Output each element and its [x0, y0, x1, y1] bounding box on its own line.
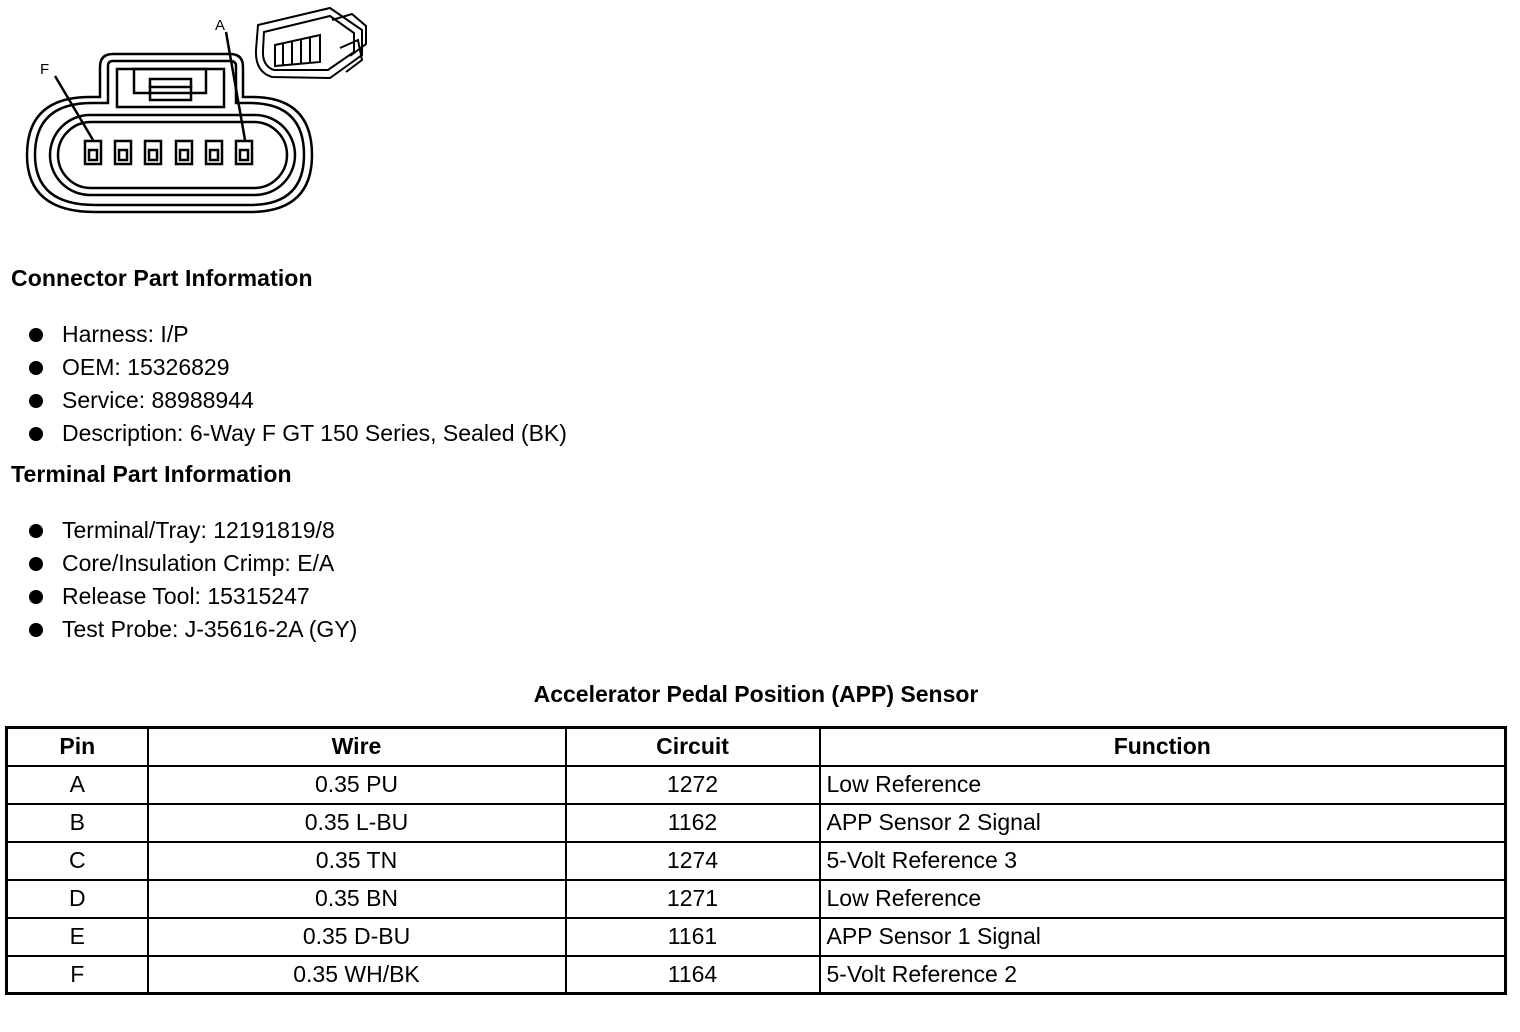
terminal-part-info-list [28, 514, 357, 646]
cell-pin: E [7, 918, 148, 956]
table-row [7, 766, 1506, 804]
cell-wire: 0.35 TN [148, 842, 566, 880]
connector-part-info-heading: Connector Part Information [11, 265, 313, 291]
bullet-icon [29, 427, 43, 441]
list-item: Service: 88988944 [28, 384, 567, 417]
bullet-icon [29, 361, 43, 375]
cell-circuit: 1161 [566, 918, 820, 956]
header-function: Function [820, 728, 1506, 766]
cell-circuit: 1164 [566, 956, 820, 994]
cell-wire: 0.35 D-BU [148, 918, 566, 956]
cell-circuit: 1274 [566, 842, 820, 880]
cell-pin: D [7, 880, 148, 918]
table-title: Accelerator Pedal Position (APP) Sensor [533, 681, 979, 707]
list-item: Test Probe: J-35616-2A (GY) [28, 613, 357, 646]
pin-a-label: A [215, 17, 226, 34]
cell-circuit: 1271 [566, 880, 820, 918]
cell-circuit: 1162 [566, 804, 820, 842]
list-item: Core/Insulation Crimp: E/A [28, 547, 357, 580]
cell-circuit: 1272 [566, 766, 820, 804]
header-circuit: Circuit [566, 728, 820, 766]
bullet-icon [29, 524, 43, 538]
bullet-icon [29, 623, 43, 637]
pin-f-label: F [40, 61, 50, 78]
table-row [7, 956, 1506, 994]
cell-function: APP Sensor 2 Signal [820, 804, 1506, 842]
header-wire: Wire [148, 728, 566, 766]
cell-pin: B [7, 804, 148, 842]
list-item: Terminal/Tray: 12191819/8 [28, 514, 357, 547]
list-item: OEM: 15326829 [28, 351, 567, 384]
cell-pin: F [7, 956, 148, 994]
cell-function: APP Sensor 1 Signal [820, 918, 1506, 956]
bullet-icon [29, 557, 43, 571]
cell-function: 5-Volt Reference 2 [820, 956, 1506, 994]
table-row [7, 804, 1506, 842]
cell-pin: C [7, 842, 148, 880]
cell-function: Low Reference [820, 766, 1506, 804]
list-item: Release Tool: 15315247 [28, 580, 357, 613]
table-row [7, 880, 1506, 918]
cell-function: Low Reference [820, 880, 1506, 918]
cell-wire: 0.35 WH/BK [148, 956, 566, 994]
bullet-icon [29, 394, 43, 408]
pin-table [5, 726, 1507, 995]
cell-wire: 0.35 BN [148, 880, 566, 918]
connector-diagram [0, 0, 400, 230]
connector-part-info-list [28, 318, 567, 450]
cell-wire: 0.35 PU [148, 766, 566, 804]
bullet-icon [29, 328, 43, 342]
bullet-icon [29, 590, 43, 604]
list-item: Harness: I/P [28, 318, 567, 351]
list-item: Description: 6-Way F GT 150 Series, Sealed (BK) [28, 417, 567, 450]
cell-pin: A [7, 766, 148, 804]
table-row [7, 918, 1506, 956]
table-header-row [7, 728, 1506, 766]
cell-function: 5-Volt Reference 3 [820, 842, 1506, 880]
cell-wire: 0.35 L-BU [148, 804, 566, 842]
header-pin: Pin [7, 728, 148, 766]
table-row [7, 842, 1506, 880]
terminal-part-info-heading: Terminal Part Information [11, 461, 292, 487]
